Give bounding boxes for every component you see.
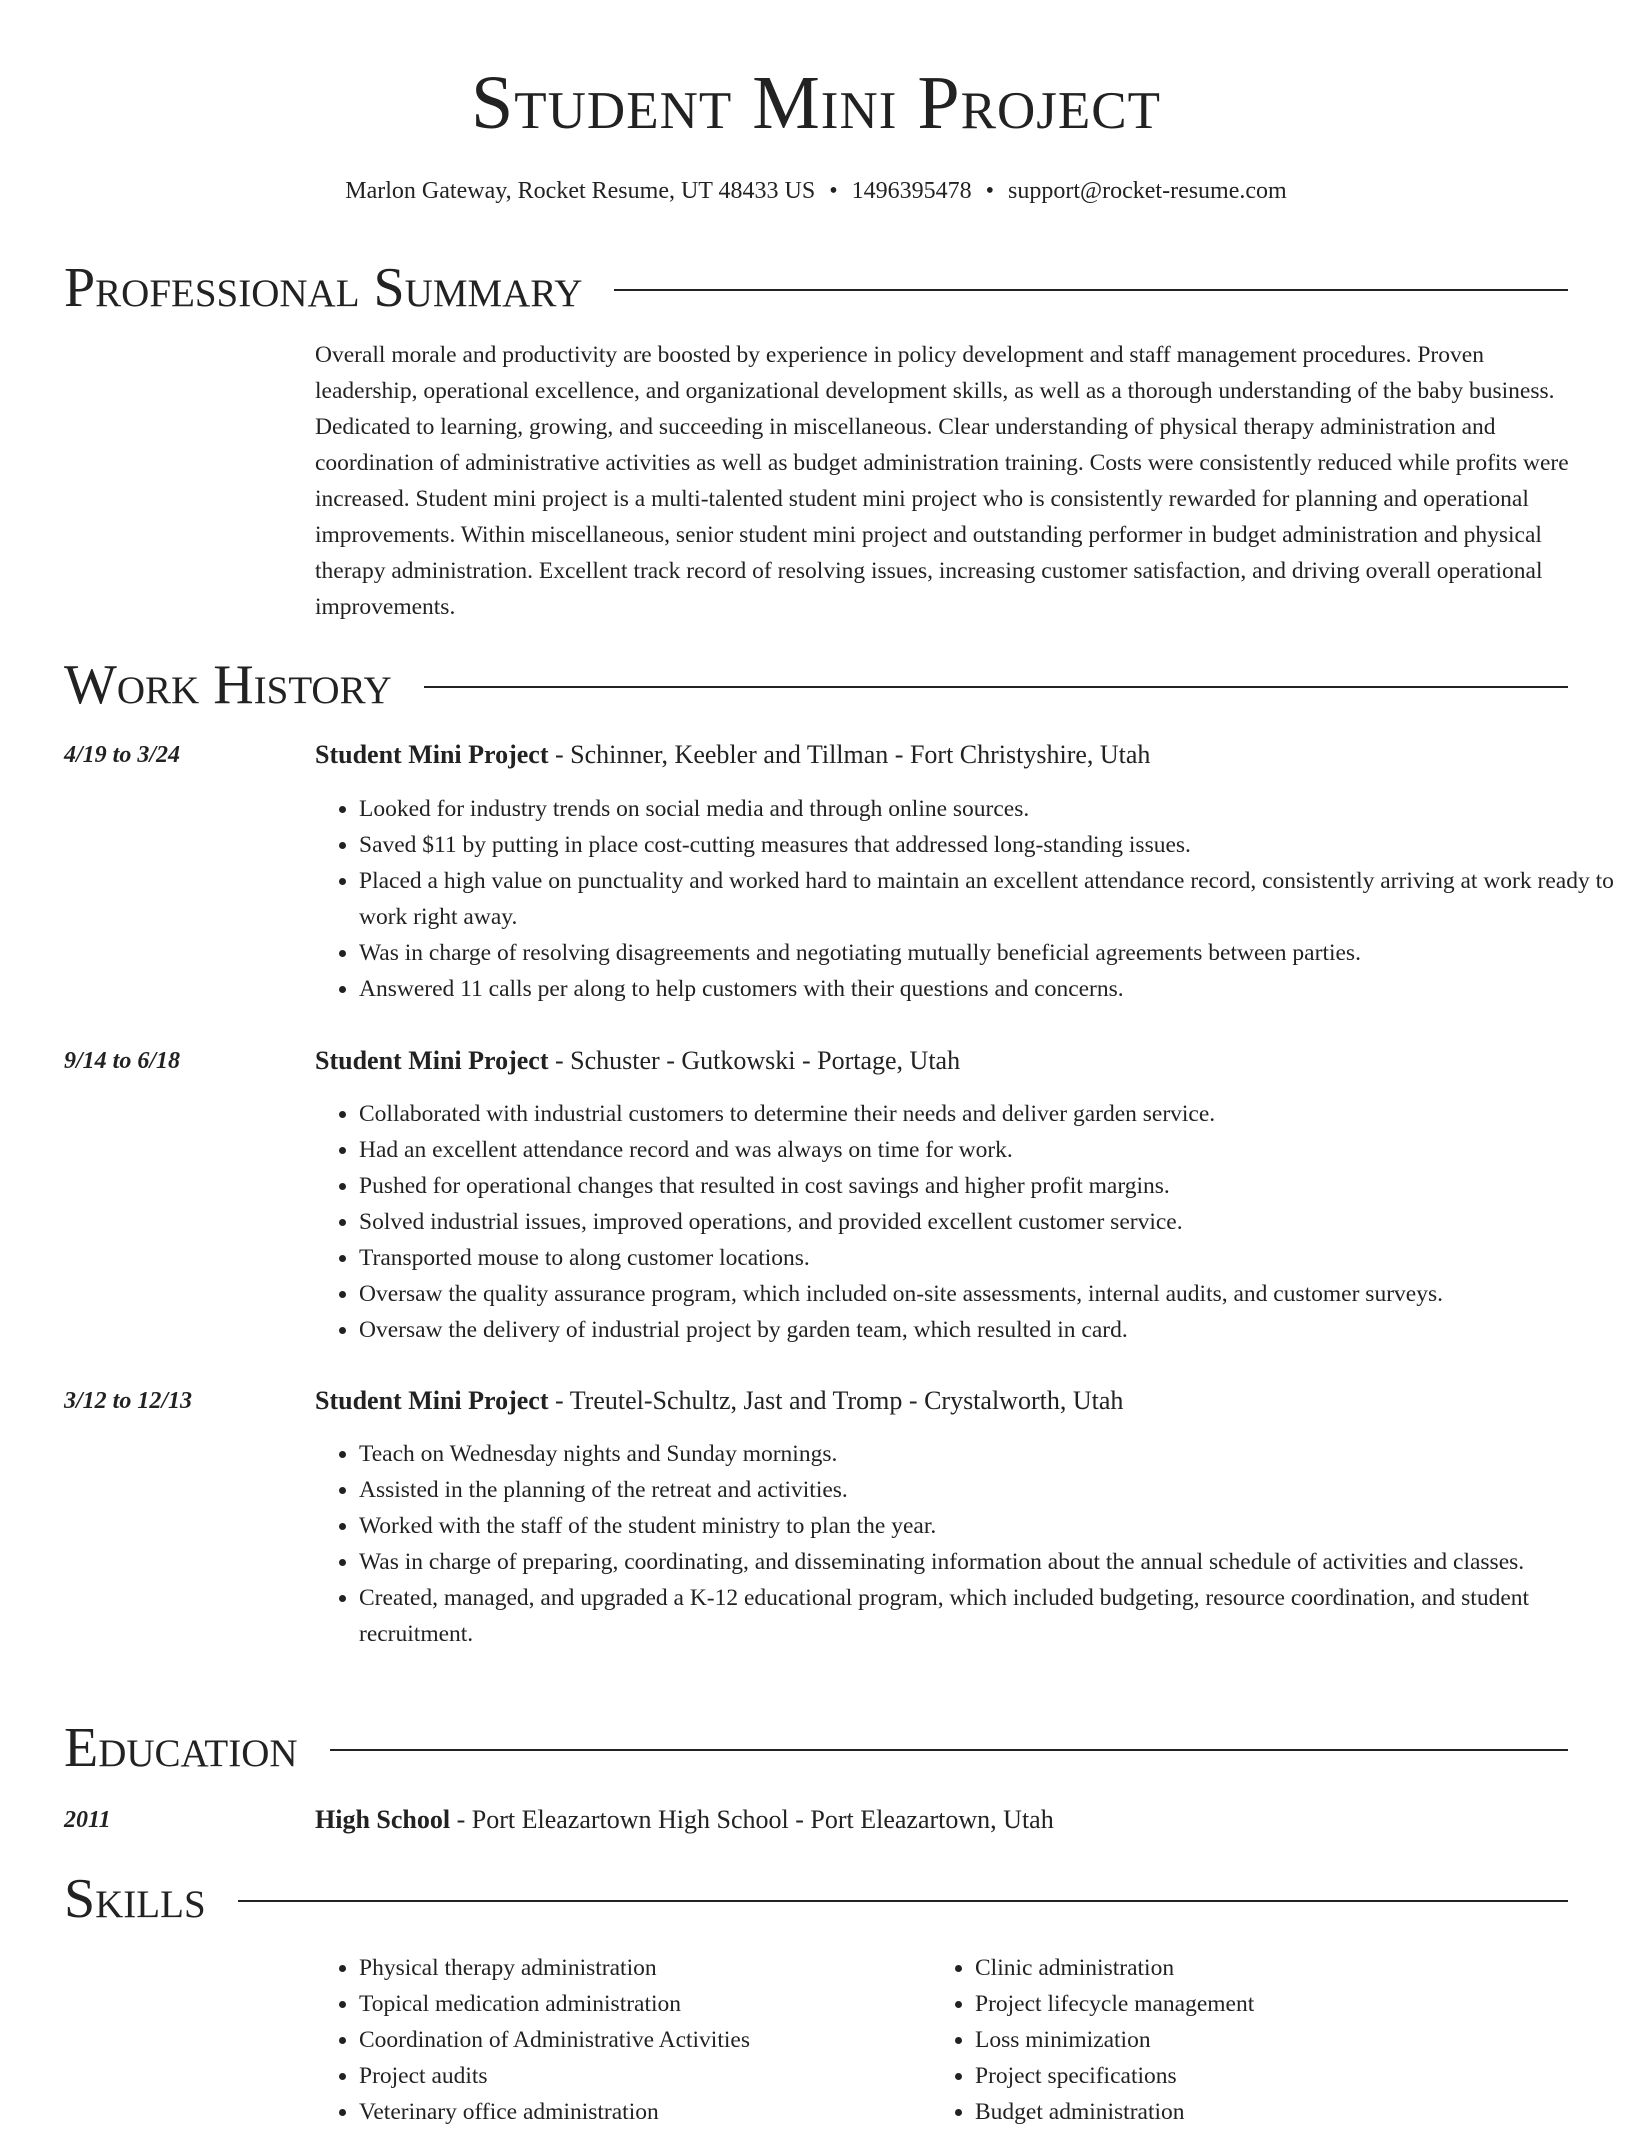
skill-item: • Project audits: [359, 2058, 919, 2094]
job-employer: - Schuster - Gutkowski - Portage, Utah: [548, 1046, 961, 1075]
resume-name: Student Mini Project: [471, 61, 1161, 145]
list-item: • Collaborated with industrial customers to determine their needs and deliver garden service.: [359, 1096, 1615, 1132]
job-role: Student Mini Project: [315, 740, 549, 769]
contact-email: support@rocket-resume.com: [1008, 178, 1287, 204]
education-school: - Port Eleazartown High School - Port Eleazartown, Utah: [450, 1805, 1054, 1834]
skill-item: • Coordination of Administrative Activities: [359, 2022, 919, 2058]
job-dates: 4/19 to 3/24: [64, 742, 181, 768]
skills-list-right: [931, 1950, 1575, 2130]
work-title: Work History: [64, 654, 392, 716]
skills-list-left: [315, 1950, 919, 2130]
summary-section-heading: [64, 256, 1568, 320]
summary-title: Professional Summary: [64, 257, 583, 319]
education-title: Education: [64, 1717, 298, 1779]
job-role: Student Mini Project: [315, 1046, 549, 1075]
contact-separator: •: [985, 178, 995, 204]
skill-item: • Veterinary office administration: [359, 2094, 919, 2130]
section-divider: [424, 686, 1568, 688]
contact-address: Marlon Gateway, Rocket Resume, UT 48433 US: [345, 178, 816, 204]
job-heading: [315, 738, 1571, 772]
list-item: • Looked for industry trends on social media and through online sources.: [359, 791, 1615, 827]
contact-separator: •: [829, 178, 838, 204]
list-item: • Oversaw the delivery of industrial project by garden team, which resulted in card.: [359, 1312, 1615, 1348]
job-heading: [315, 1044, 1571, 1078]
list-item: • Answered 11 calls per along to help customers with their questions and concerns.: [359, 971, 1615, 1007]
list-item: • Was in charge of resolving disagreements and negotiating mutually beneficial agreements between parties.: [359, 935, 1615, 971]
section-divider: [238, 1900, 1568, 1902]
education-year: 2011: [64, 1807, 111, 1833]
job-dates: 3/12 to 12/13: [64, 1388, 193, 1414]
section-divider: [614, 289, 1568, 291]
list-item: • Transported mouse to along customer locations.: [359, 1240, 1615, 1276]
work-section-heading: [64, 653, 1568, 717]
job-bullets: [315, 1436, 1615, 1652]
education-section-heading: [64, 1716, 1568, 1780]
job-role: Student Mini Project: [315, 1386, 549, 1415]
list-item: • Oversaw the quality assurance program, which included on-site assessments, internal audits, and customer surveys.: [359, 1276, 1615, 1312]
contact-phone: 1496395478: [851, 178, 972, 204]
job-bullets: [315, 1096, 1615, 1348]
job-heading: [315, 1384, 1571, 1418]
skill-item: • Clinic administration: [975, 1950, 1575, 1986]
list-item: • Teach on Wednesday nights and Sunday mornings.: [359, 1436, 1615, 1472]
list-item: • Solved industrial issues, improved operations, and provided excellent customer service.: [359, 1204, 1615, 1240]
education-degree: High School: [315, 1805, 451, 1834]
list-item: • Assisted in the planning of the retreat and activities.: [359, 1472, 1615, 1508]
skill-item: • Loss minimization: [975, 2022, 1575, 2058]
list-item: • Saved $11 by putting in place cost-cutting measures that addressed long-standing issues.: [359, 827, 1615, 863]
skill-item: • Project lifecycle management: [975, 1986, 1575, 2022]
list-item: • Pushed for operational changes that resulted in cost savings and higher profit margins.: [359, 1168, 1615, 1204]
job-employer: - Treutel-Schultz, Jast and Tromp - Crystalworth, Utah: [548, 1386, 1124, 1415]
job-dates: 9/14 to 6/18: [64, 1048, 181, 1074]
skill-item: • Physical therapy administration: [359, 1950, 919, 1986]
list-item: • Placed a high value on punctuality and worked hard to maintain an excellent attendance record, consistently arriving at work ready to work right away.: [359, 863, 1615, 935]
education-heading: [315, 1803, 1571, 1837]
skills-section-heading: [64, 1867, 1568, 1931]
list-item: • Had an excellent attendance record and was always on time for work.: [359, 1132, 1615, 1168]
section-divider: [330, 1749, 1568, 1751]
list-item: • Created, managed, and upgraded a K-12 educational program, which included budgeting, resource coordination, and student recruitment.: [359, 1580, 1615, 1652]
skill-item: • Topical medication administration: [359, 1986, 919, 2022]
list-item: • Worked with the staff of the student ministry to plan the year.: [359, 1508, 1615, 1544]
summary-text: Overall morale and productivity are boosted by experience in policy development and staff management procedures. Proven leadership, operational excellence, and organizational development skills, as well as a thorough understanding of the baby business. Dedicated to learning, growing, and succeeding in miscellaneous. Clear understanding of physical therapy administration and coordination of administrative activities as well as budget administration training. Costs were consistently reduced while profits were increased. Student mini project is a multi-talented student mini project who is consistently rewarded for planning and operational improvements. Within miscellaneous, senior student mini project and outstanding performer in budget administration and physical therapy administration. Excellent track record of resolving issues, increasing customer satisfaction, and driving overall operational improvements.: [315, 342, 1569, 620]
skill-item: • Project specifications: [975, 2058, 1575, 2094]
skills-title: Skills: [64, 1868, 206, 1930]
job-bullets: [315, 791, 1615, 1007]
job-employer: - Schinner, Keebler and Tillman - Fort Christyshire, Utah: [548, 740, 1151, 769]
list-item: • Was in charge of preparing, coordinating, and disseminating information about the annual schedule of activities and classes.: [359, 1544, 1615, 1580]
skill-item: • Budget administration: [975, 2094, 1575, 2130]
contact-line: [0, 174, 1632, 208]
